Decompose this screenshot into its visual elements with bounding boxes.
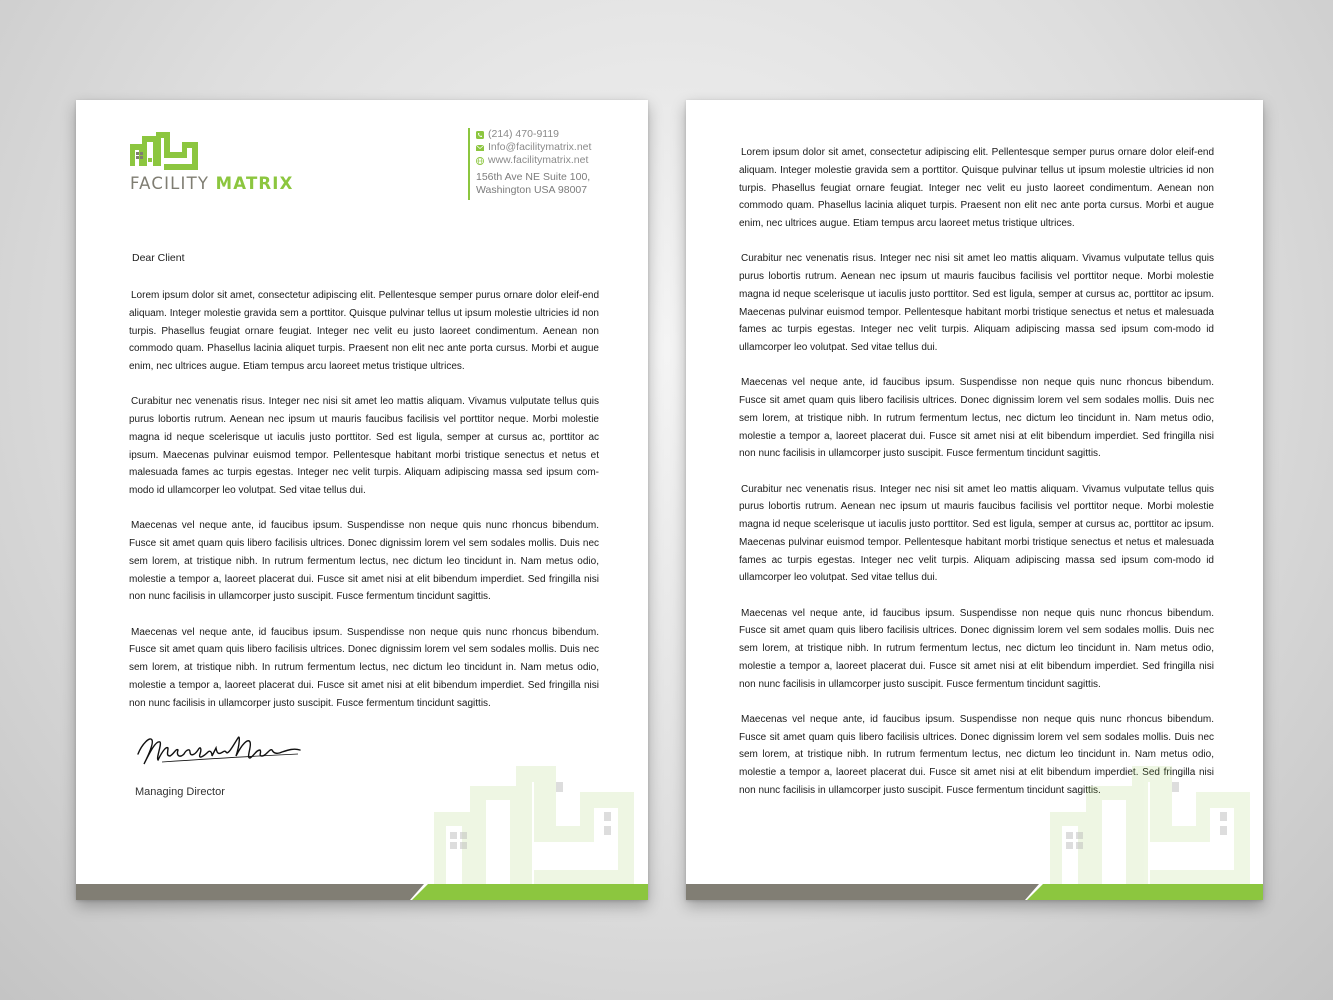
paragraph: Lorem ipsum dolor sit amet, consectetur adipiscing elit. Pellentesque semper purus ornare dolor eleif-end aliquam. Integer molestie gravida sem a porttitor. Quisque pulvinar tellus ut ipsum molestie ultricies id non turpis. Phasellus feugiat ornare feugiat. Integer nec velit eu justo laoreet condimentum. Aenean non commodo quam. Phasellus lacinia aliquet turpis. Praesent non elit nec ante porta cursus. Morbi et augue enim, nec ultrices augue. Etiam tempus arcu laoreet metus tristique ultrices. [739,147,1214,229]
paragraph: Maecenas vel neque ante, id faucibus ipsum. Suspendisse non neque quis nunc rhoncus bibendum. Fusce sit amet quam quis libero facilisis ultrices. Donec dignissim lorem vel sem sodales mollis. Duis nec sem lorem, at tristique nibh. In rutrum fermentum lectus, nec dictum leo tincidunt in. Nam metus odio, molestie a tempor a, laoreet placerat dui. Fusce sit amet nisi at elit bibendum imperdiet. Sed fringilla nisi non nunc facilisis in ullamcorper justo suscipit. Fusce fermentum tincidunt sagittis. [129,520,599,603]
company-name: FACILITY MATRIX [130,174,294,193]
contact-email: Info@facilitymatrix.net [476,141,591,154]
letterhead-page-2 [686,100,1263,900]
footer-band [76,884,648,900]
paragraph: Curabitur nec venenatis risus. Integer nec nisi sit amet leo mattis aliquam. Vivamus vulputate tellus quis purus lobortis rutrum. Aenean nec ipsum ut mauris faucibus facilisis vel porttitor neque. Morbi molestie magna id neque scelerisque ut iaculis justo porttitor. Sed est ligula, semper at cursus ac, porttitor ac ipsum. Maecenas pulvinar euismod tempor. Pellentesque habitant morbi tristique senectus et netus et malesuada fames ac turpis egestas. Integer nec velit turpis. Aliquam adipiscing massa sed ipsum com-modo id ullamcorper leo volutpat. Sed vitae tellus dui. [739,253,1214,353]
continuation-body [739,144,1214,817]
signature-image [132,726,307,772]
paragraph: Maecenas vel neque ante, id faucibus ipsum. Suspendisse non neque quis nunc rhoncus bibendum. Fusce sit amet quam quis libero facilisis ultrices. Donec dignissim lorem vel sem sodales mollis. Duis nec sem lorem, at tristique nibh. In rutrum fermentum lectus, nec dictum leo tincidunt in. Nam metus odio, molestie a tempor a, laoreet placerat dui. Fusce sit amet nisi at elit bibendum imperdiet. Sed fringilla nisi non nunc facilisis in ullamcorper justo suscipit. Fusce fermentum tincidunt sagittis. [739,713,1214,796]
buildings-watermark-icon [1050,762,1254,886]
signatory-title: Managing Director [135,786,225,798]
paragraph: Curabitur nec venenatis risus. Integer nec nisi sit amet leo mattis aliquam. Vivamus vulputate tellus quis purus lobortis rutrum. Aenean nec ipsum ut mauris faucibus facilisis vel porttitor neque. Morbi molestie magna id neque scelerisque ut iaculis justo porttitor. Sed est ligula, semper at cursus ac, porttitor ac ipsum. Maecenas pulvinar euismod tempor. Pellentesque habitant morbi tristique senectus et netus et malesuada fames ac turpis egestas. Integer nec velit turpis. Aliquam adipiscing massa sed ipsum com-modo id ullamcorper leo volutpat. Sed vitae tellus dui. [739,483,1214,584]
letter-greeting: Dear Client [132,252,185,264]
footer-band [686,884,1263,900]
phone-icon [476,131,484,139]
paragraph: Maecenas vel neque ante, id faucibus ipsum. Suspendisse non neque quis nunc rhoncus bibendum. Fusce sit amet quam quis libero facilisis ultrices. Donec dignissim lorem vel sem sodales mollis. Duis nec sem lorem, at tristique nibh. In rutrum fermentum lectus, nec dictum leo tincidunt in. Nam metus odio, molestie a tempor a, laoreet placerat dui. Fusce sit amet nisi at elit bibendum imperdiet. Sed fringilla nisi non nunc facilisis in ullamcorper justo suscipit. Fusce fermentum tincidunt sagittis. [739,607,1214,690]
paragraph: Maecenas vel neque ante, id faucibus ipsum. Suspendisse non neque quis nunc rhoncus bibendum. Fusce sit amet quam quis libero facilisis ultrices. Donec dignissim lorem vel sem sodales mollis. Duis nec sem lorem, at tristique nibh. In rutrum fermentum lectus, nec dictum leo tincidunt in. Nam metus odio, molestie a tempor a, laoreet placerat dui. Fusce sit amet nisi at elit bibendum imperdiet. Sed fringilla nisi non nunc facilisis in ullamcorper justo suscipit. Fusce fermentum tincidunt sagittis. [739,377,1214,460]
mail-icon [476,144,484,152]
buildings-logo-icon [130,130,210,176]
buildings-watermark-icon [434,762,638,886]
globe-icon [476,157,484,165]
company-logo [130,130,315,194]
paragraph: Curabitur nec venenatis risus. Integer nec nisi sit amet leo mattis aliquam. Vivamus vulputate tellus quis purus lobortis rutrum. Aenean nec ipsum ut mauris faucibus facilisis vel porttitor neque. Morbi molestie magna id neque scelerisque ut iaculis justo porttitor. Sed est ligula, semper at cursus ac, porttitor ac ipsum. Maecenas pulvinar euismod tempor. Pellentesque habitant morbi tristique senectus et netus et malesuada fames ac turpis egestas. Integer nec velit turpis. Aliquam adipiscing massa sed ipsum com-modo id ullamcorper leo volutpat. Sed vitae tellus dui. [129,396,599,496]
paragraph: Maecenas vel neque ante, id faucibus ipsum. Suspendisse non neque quis nunc rhoncus bibendum. Fusce sit amet quam quis libero facilisis ultrices. Donec dignissim lorem vel sem sodales mollis. Duis nec sem lorem, at tristique nibh. In rutrum fermentum lectus, nec dictum leo tincidunt in. Nam metus odio, molestie a tempor a, laoreet placerat dui. Fusce sit amet nisi at elit bibendum imperdiet. Sed fringilla nisi non nunc facilisis in ullamcorper justo suscipit. Fusce fermentum tincidunt sagittis. [129,626,599,709]
letter-body [129,287,599,730]
contact-phone: (214) 470-9119 [476,128,591,141]
contact-website: www.facilitymatrix.net [476,154,591,167]
contact-block [468,128,591,200]
paragraph: Lorem ipsum dolor sit amet, consectetur adipiscing elit. Pellentesque semper purus ornare dolor eleif-end aliquam. Integer molestie gravida sem a porttitor. Quisque pulvinar tellus ut ipsum molestie ultricies id non turpis. Phasellus feugiat ornare feugiat. Integer nec velit eu justo laoreet condimentum. Aenean non commodo quam. Phasellus lacinia aliquet turpis. Praesent non elit nec ante porta cursus. Morbi et augue enim, nec ultrices augue. Etiam tempus arcu laoreet metus tristique ultrices. [129,290,599,372]
letterhead-page-1 [76,100,648,900]
contact-address: 156th Ave NE Suite 100, Washington USA 98007 [476,171,591,196]
